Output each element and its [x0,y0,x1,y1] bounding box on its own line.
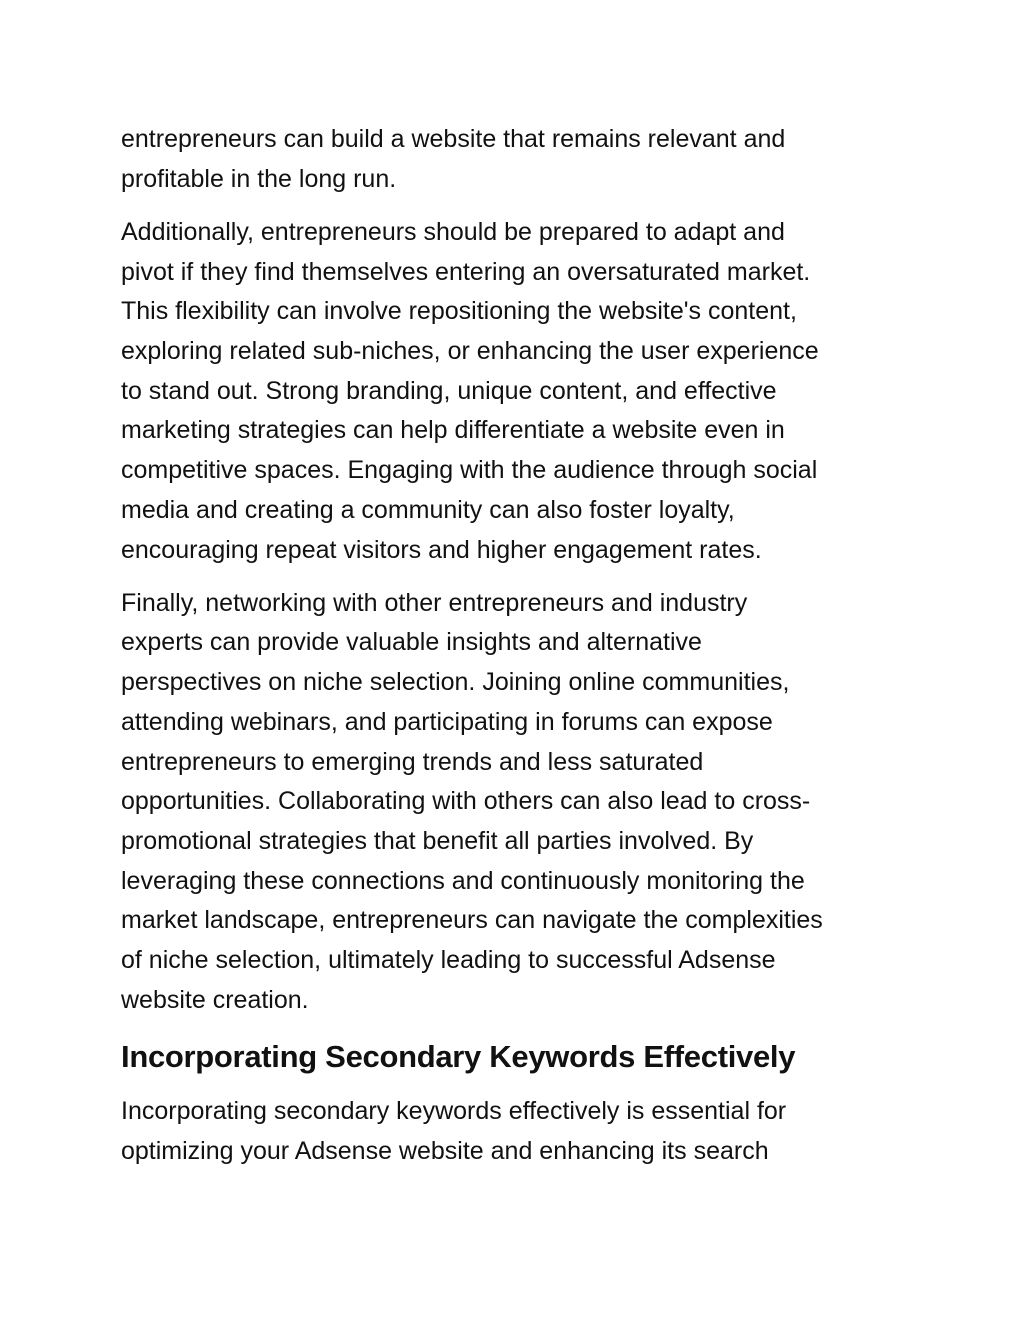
paragraph-intro [121,120,911,199]
text-line: This flexibility can involve repositioning the website's content, [121,297,797,326]
text-line: entrepreneurs can build a website that remains relevant and [121,125,786,153]
text-line: Incorporating secondary keywords effectively is essential for [121,1096,787,1125]
text-line: attending webinars, and participating in forums can expose [121,707,773,736]
text-line: market landscape, entrepreneurs can navigate the complexities [121,906,823,935]
text-line: perspectives on niche selection. Joining online communities, [121,668,790,697]
paragraph-adapt-and-pivot [121,213,911,570]
text-line: entrepreneurs to emerging trends and less saturated [121,747,704,776]
text-line: exploring related sub-niches, or enhancing the user experience [121,337,819,366]
text-line: media and creating a community can also foster loyalty, [121,495,735,524]
text-line: optimizing your Adsense website and enhancing its search [121,1136,769,1165]
text-line: website creation. [121,985,309,1014]
paragraph-secondary-keywords [121,1092,911,1171]
text-line: to stand out. Strong branding, unique content, and effective [121,376,777,405]
text-line: Additionally, entrepreneurs should be prepared to adapt and [121,217,785,246]
text-line: encouraging repeat visitors and higher engagement rates. [121,535,762,564]
text-line: pivot if they find themselves entering an oversaturated market. [121,257,811,286]
text-line: opportunities. Collaborating with others can also lead to cross- [121,787,811,816]
text-line: profitable in the long run. [121,164,397,193]
paragraph-networking [121,584,911,1021]
text-line: of niche selection, ultimately leading to successful Adsense [121,946,776,975]
text-line: promotional strategies that benefit all parties involved. By [121,826,754,855]
text-line: experts can provide valuable insights and alternative [121,628,702,657]
text-line: leveraging these connections and continuously monitoring the [121,866,805,895]
text-line: Finally, networking with other entrepreneurs and industry [121,588,748,617]
text-line: marketing strategies can help differentiate a website even in [121,416,785,445]
section-heading: Incorporating Secondary Keywords Effectively [121,1038,796,1074]
text-line: competitive spaces. Engaging with the audience through social [121,456,818,485]
document-page [121,120,911,1185]
